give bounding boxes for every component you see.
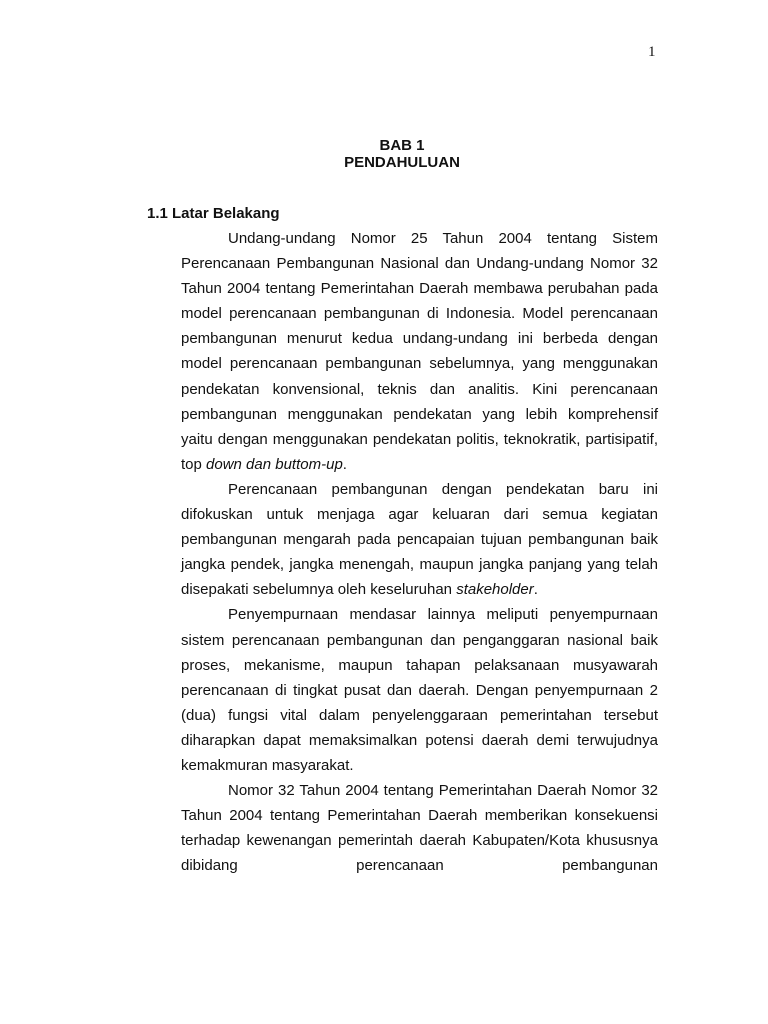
- paragraph-2-text: Perencanaan pembangunan dengan pendekatan baru ini difokuskan untuk menjaga agar keluaran dari semua kegiatan pembangunan mengarah pada pencapaian tujuan pembangunan baik jangka pendek, jangka menengah, maupun jangka panjang yang telah disepakati sebelumnya oleh keseluruhan: [181, 480, 658, 599]
- chapter-label: BAB 1: [379, 137, 425, 154]
- paragraph-4: Nomor 32 Tahun 2004 tentang Pemerintahan Daerah Nomor 32 Tahun 2004 tentang Pemerintahan Daerah memberikan konsekuensi terhadap kewenangan pemerintah daerah Kabupaten/Kota khususnya dibidang perencanaan pembangunan: [181, 782, 658, 875]
- page-number: 1: [648, 44, 656, 60]
- body-text: [181, 226, 658, 878]
- paragraph-3: Penyempurnaan mendasar lainnya meliputi penyempurnaan sistem perencanaan pembangunan dan penganggaran nasional baik proses, mekanisme, maupun tahapan pelaksanaan musyawarah perencanaan di tingkat pusat dan daerah. Dengan penyempurnaan 2 (dua) fungsi vital dalam penyelenggaraan pemerintahan tersebut diharapkan dapat memaksimalkan potensi daerah demi terwujudnya kemakmuran masyarakat.: [181, 606, 658, 774]
- paragraph-2: [181, 477, 658, 602]
- paragraph-2-end: .: [533, 581, 538, 599]
- section-heading: 1.1 Latar Belakang: [147, 205, 280, 222]
- paragraph-1-italic-term: down dan buttom-up: [206, 455, 343, 473]
- paragraph-1-text: Undang-undang Nomor 25 Tahun 2004 tentang Sistem Perencanaan Pembangunan Nasional dan Undang-undang Nomor 32 Tahun 2004 tentang Pemerintahan Daerah membawa perubahan pada model perencanaan pembangunan di Indonesia. Model perencanaan pembangunan menurut kedua undang-undang ini berbeda dengan model perencanaan pembangunan sebelumnya, yang menggunakan pendekatan konvensional, teknis dan analitis. Kini perencanaan pembangunan menggunakan pendekatan yang lebih komprehensif yaitu dengan menggunakan pendekatan politis, teknokratik, partisipatif, top: [181, 230, 658, 473]
- chapter-title: PENDAHULUAN: [344, 154, 460, 171]
- paragraph-1-end: .: [342, 455, 347, 473]
- paragraph-2-italic-term: stakeholder: [456, 581, 534, 599]
- chapter-heading: [0, 137, 768, 171]
- paragraph-1: [181, 226, 658, 477]
